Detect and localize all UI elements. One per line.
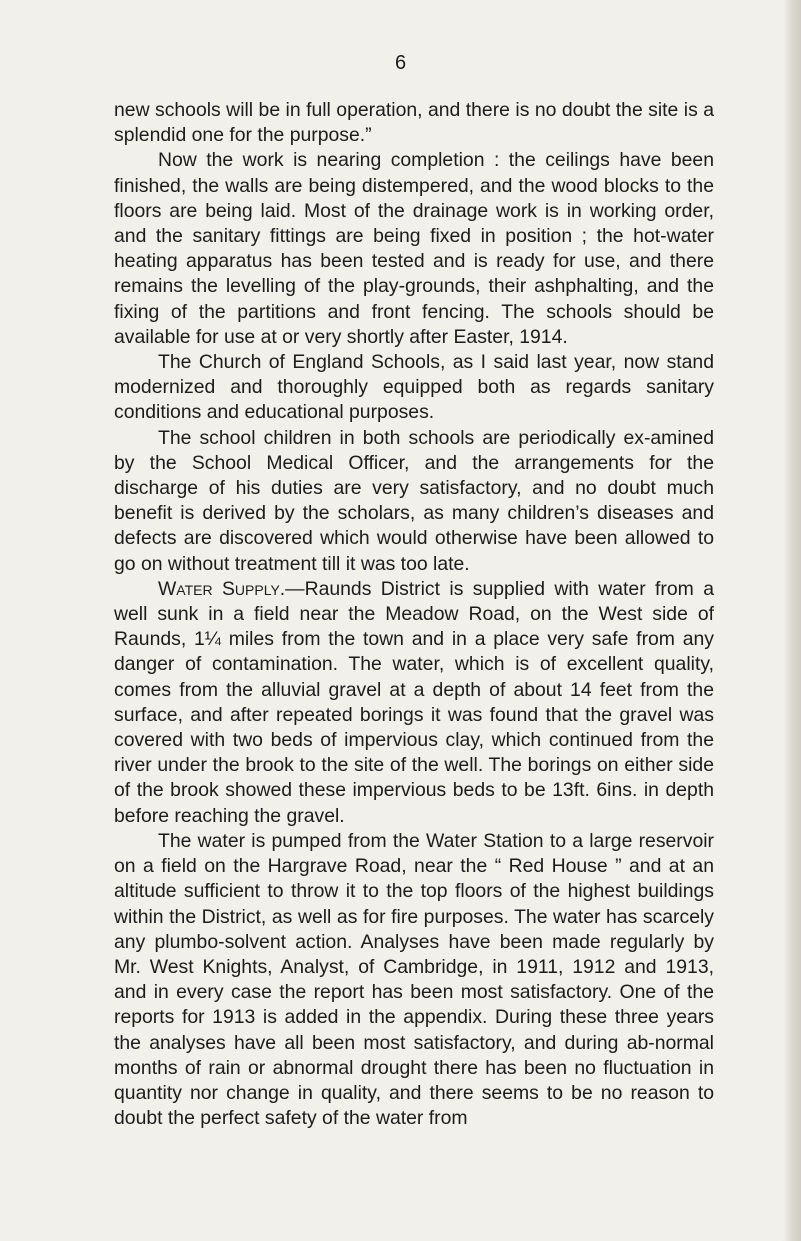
paragraph-church-schools	[114, 350, 714, 426]
page-edge-shadow	[783, 0, 801, 1241]
paragraph-text: Now the work is nearing completion : the ceilings have been finished, the walls are being distempered, and the wood blocks to the floors are being laid. Most of the drainage work is in working order, and the sanitary fittings are being fixed in position ; the hot-water heating apparatus has been tested and is ready for use, and there remains the levelling of the play-grounds, their ashphalting, and the fixing of the partitions and front fencing. The schools should be available for use at or very shortly after Easter, 1914.	[114, 149, 714, 348]
paragraph-water-reservoir	[114, 829, 714, 1131]
paragraph-construction-progress	[114, 148, 714, 350]
paragraph-continuation	[114, 98, 714, 148]
document-body	[114, 98, 714, 1131]
section-heading-water-supply: Water Supply.	[158, 577, 286, 600]
paragraph-text: The water is pumped from the Water Station to a large reservoir on a field on the Hargrave Road, near the “ Red House ” and at an altitude sufficient to throw it to the top floors of the highest buildings within the District, as well as for fire purposes. The water has scarcely any plumbo-solvent action. Analyses have been made regularly by Mr. West Knights, Analyst, of Cambridge, in 1911, 1912 and 1913, and in every case the report has been most satisfactory. One of the reports for 1913 is added in the appendix. During these three years the analyses have all been most satisfactory, and during ab-normal months of rain or abnormal drought there has been no fluctuation in quantity nor change in quality, and there seems to be no reason to doubt the perfect safety of the water from	[114, 829, 714, 1130]
paragraph-text: new schools will be in full operation, and there is no doubt the site is a splendid one for the purpose.”	[114, 99, 714, 147]
paragraph-text: —Raunds District is supplied with water from a well sunk in a field near the Meadow Road, on the West side of Raunds, 1¼ miles from the town and in a place very safe from any danger of contamination. The water, which is of excellent quality, comes from the alluvial gravel at a depth of about 14 feet from the surface, and after repeated borings it was found that the gravel was covered with two beds of impervious clay, which continued from the river under the brook to the site of the well. The borings on either side of the brook showed these impervious beds to be 13ft. 6ins. in depth before reaching the gravel.	[114, 577, 714, 827]
paragraph-water-supply	[114, 577, 714, 829]
paragraph-medical-inspection	[114, 426, 714, 577]
paragraph-text: The Church of England Schools, as I said last year, now stand modernized and thoroughly equipped both as regards sanitary conditions and educational purposes.	[114, 351, 714, 424]
paragraph-text: The school children in both schools are periodically ex-amined by the School Medical Officer, and the arrangements for the discharge of his duties are very satisfactory, and no doubt much benefit is derived by the scholars, as many children’s diseases and defects are discovered which would otherwise have been allowed to go on without treatment till it was too late.	[114, 426, 714, 575]
page-number: 6	[394, 52, 407, 74]
